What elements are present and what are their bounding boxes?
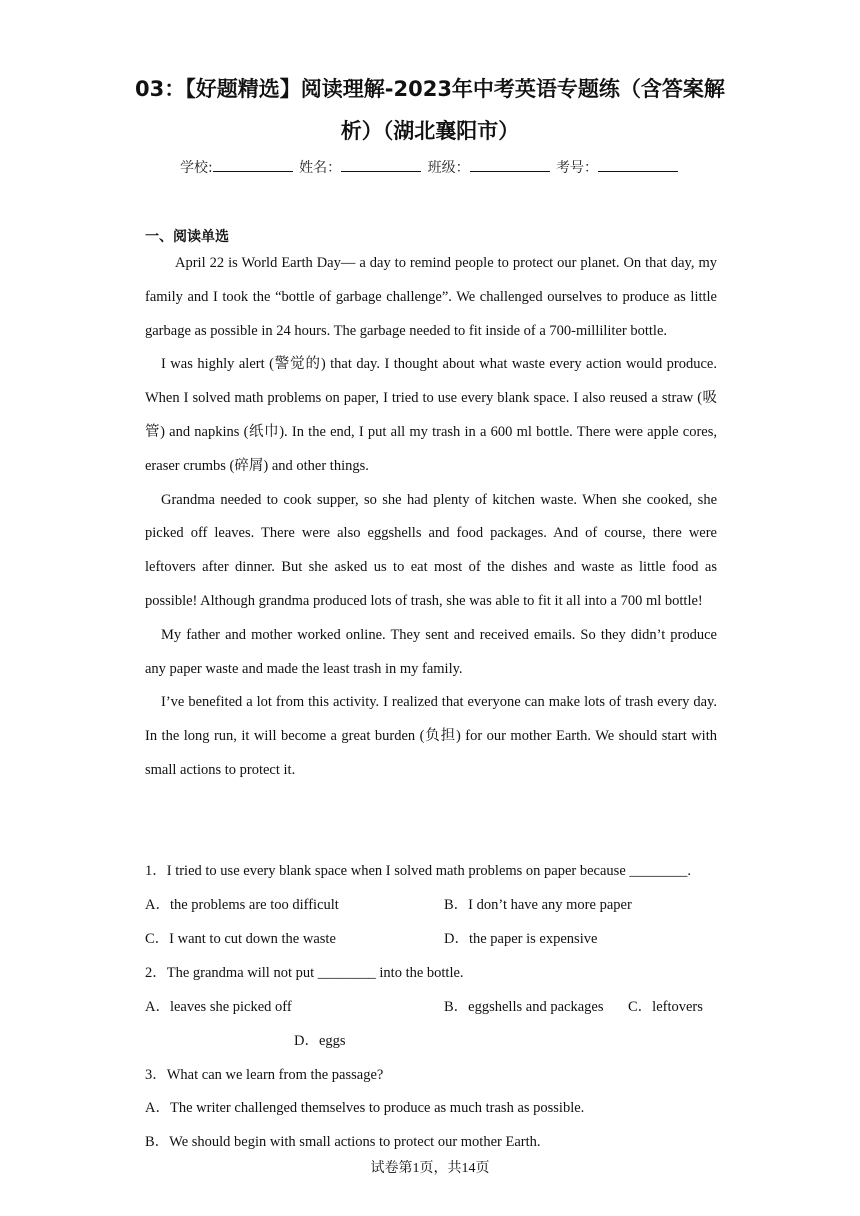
question-1-stem: 1．I tried to use every blank space when I solved math problems on paper because ________. <box>145 863 692 879</box>
q2-option-c[interactable]: C．leftovers <box>628 999 703 1015</box>
page-title: 03：【好题精选】阅读理解-2023年中考英语专题练（含答案解析）（湖北襄阳市） <box>135 77 725 143</box>
q3-option-a[interactable]: A．The writer challenged themselves to produce as much trash as possible. <box>145 1100 585 1116</box>
school-blank <box>213 157 293 172</box>
class-blank <box>470 157 550 172</box>
exam-no-blank <box>598 157 678 172</box>
school-label: 学校: <box>179 160 213 176</box>
q1-option-c[interactable]: C．I want to cut down the waste <box>145 931 336 947</box>
passage-paragraph: April 22 is World Earth Day— a day to remind people to protect our planet. On that day, my family and I took the “bottle of garbage challenge”. We challenged ourselves to produce as little garbage as possible in 24 hours. The garbage needed to fit inside of a 700-milliliter bottle. <box>145 255 717 339</box>
q2-option-b[interactable]: B．eggshells and packages <box>444 999 604 1015</box>
section-heading: 一、阅读单选 <box>145 229 229 245</box>
q1-option-b[interactable]: B．I don’t have any more paper <box>444 897 632 913</box>
exam-no-label: 考号： <box>556 160 599 176</box>
class-label: 班级： <box>427 160 470 176</box>
passage-paragraph: Grandma needed to cook supper, so she had plenty of kitchen waste. When she cooked, she picked off leaves. There were also eggshells and food packages. And of course, there were leftovers after dinner. But she asked us to eat most of the dishes and waste as little food as possible! Although grandma produced lots of trash, she was able to fit it all into a 700 ml bottle! <box>145 491 717 609</box>
name-label: 姓名： <box>299 160 342 176</box>
q2-option-a[interactable]: A．leaves she picked off <box>145 999 292 1015</box>
q1-option-a[interactable]: A．the problems are too difficult <box>145 897 339 913</box>
passage-paragraph: I’ve benefited a lot from this activity. I realized that everyone can make lots of trash every day. In the long run, it will become a great burden (负担) for our mother Earth. We should start with small actions to protect it. <box>145 694 717 778</box>
reading-passage <box>145 247 717 788</box>
q3-option-b[interactable]: B．We should begin with small actions to protect our mother Earth. <box>145 1134 541 1150</box>
q2-option-d[interactable]: D．eggs <box>294 1033 346 1049</box>
page-footer: 试卷第1页，共14页 <box>370 1161 490 1176</box>
question-2-stem: 2．The grandma will not put ________ into the bottle. <box>145 965 464 981</box>
student-info-line <box>0 157 860 177</box>
passage-paragraph: My father and mother worked online. They sent and received emails. So they didn’t produce any paper waste and made the least trash in my family. <box>145 626 717 677</box>
passage-paragraph: I was highly alert (警觉的) that day. I thought about what waste every action would produce. When I solved math problems on paper, I tried to use every blank space. I also reused a straw (吸管) and napkins (纸巾). In the end, I put all my trash in a 600 ml bottle. There were apple cores, eraser crumbs (碎屑) and other things. <box>145 356 717 474</box>
q1-option-d[interactable]: D．the paper is expensive <box>444 931 598 947</box>
name-blank <box>341 157 421 172</box>
question-3-stem: 3．What can we learn from the passage? <box>145 1067 384 1083</box>
